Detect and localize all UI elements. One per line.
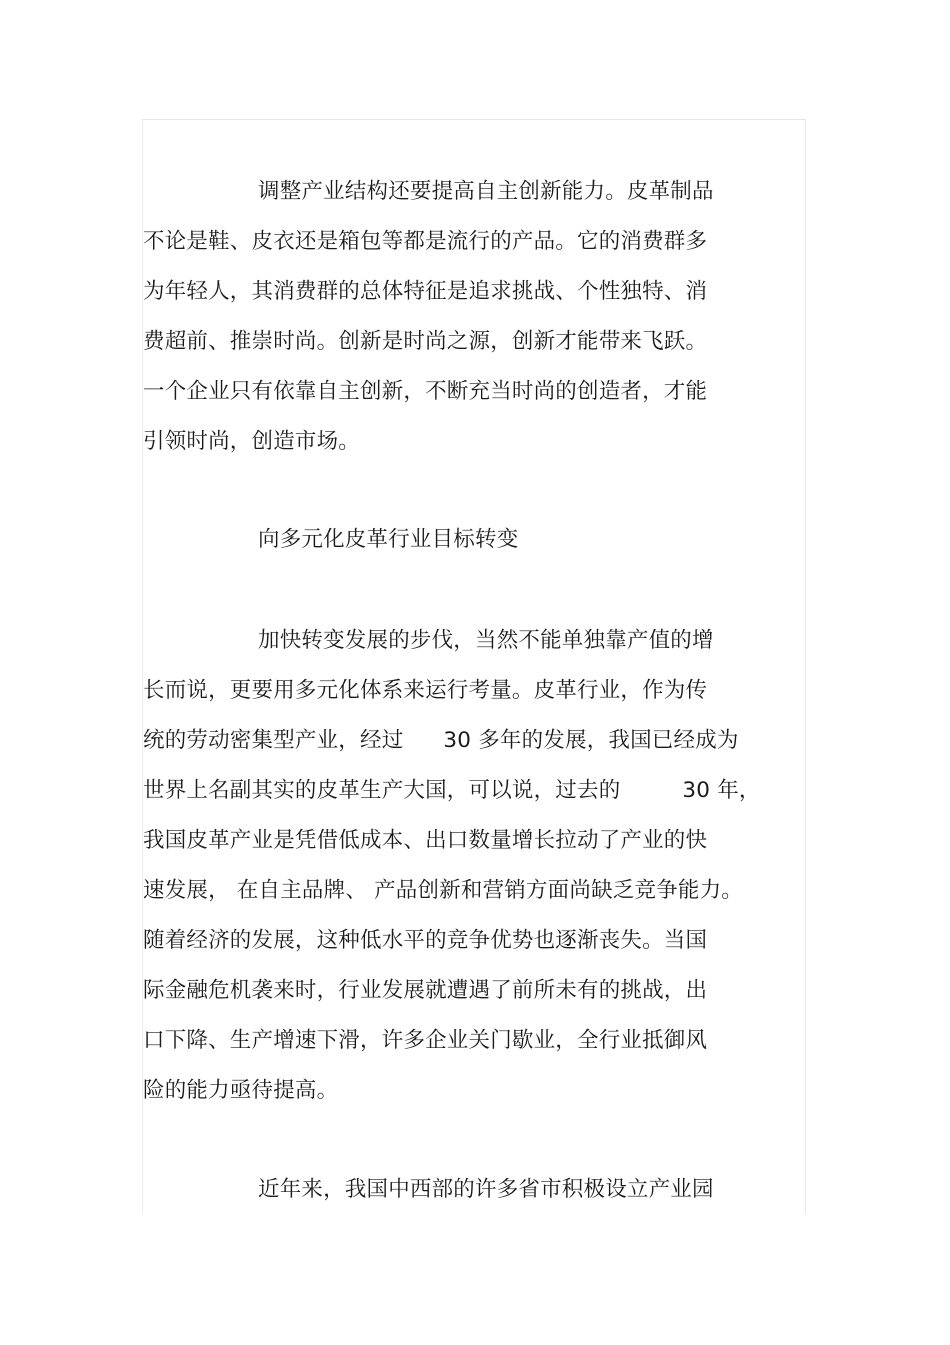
text-line: 加快转变发展的步伐，当然不能单独靠产值的增 bbox=[258, 628, 714, 653]
text-line: 随着经济的发展，这种低水平的竞争优势也逐渐丧失。当国 bbox=[143, 928, 708, 953]
text-line: 近年来，我国中西部的许多省市积极设立产业园 bbox=[258, 1177, 714, 1202]
text-line: 不论是鞋、皮衣还是箱包等都是流行的产品。它的消费群多 bbox=[143, 229, 708, 254]
text-line: 一个企业只有依靠自主创新，不断充当时尚的创造者，才能 bbox=[143, 379, 708, 404]
text-line: 引领时尚，创造市场。 bbox=[143, 429, 361, 454]
text-line: 调整产业结构还要提高自主创新能力。皮革制品 bbox=[258, 179, 714, 204]
section-heading: 向多元化皮革行业目标转变 bbox=[258, 527, 519, 552]
text-line: 际金融危机袭来时，行业发展就遭遇了前所未有的挑战，出 bbox=[143, 978, 708, 1003]
text-segment: 30 多年的发展，我国已经成为 bbox=[443, 728, 739, 753]
text-line: 口下降、生产增速下滑，许多企业关门歇业，全行业抵御风 bbox=[143, 1028, 708, 1053]
text-segment: 世界上名副其实的皮革生产大国，可以说，过去的 bbox=[143, 778, 621, 803]
text-line bbox=[143, 776, 761, 806]
text-line: 速发展， 在自主品牌、 产品创新和营销方面尚缺乏竞争能力。 bbox=[143, 878, 743, 903]
text-line: 为年轻人，其消费群的总体特征是追求挑战、个性独特、消 bbox=[143, 279, 708, 304]
text-line: 险的能力亟待提高。 bbox=[143, 1078, 339, 1103]
text-segment: 统的劳动密集型产业，经过 bbox=[143, 728, 404, 753]
text-line: 我国皮革产业是凭借低成本、出口数量增长拉动了产业的快 bbox=[143, 828, 708, 853]
text-segment: 30 年， bbox=[682, 778, 761, 803]
text-line: 费超前、推崇时尚。创新是时尚之源，创新才能带来飞跃。 bbox=[143, 329, 708, 354]
text-line bbox=[143, 726, 739, 756]
text-line: 长而说，更要用多元化体系来运行考量。皮革行业，作为传 bbox=[143, 678, 708, 703]
